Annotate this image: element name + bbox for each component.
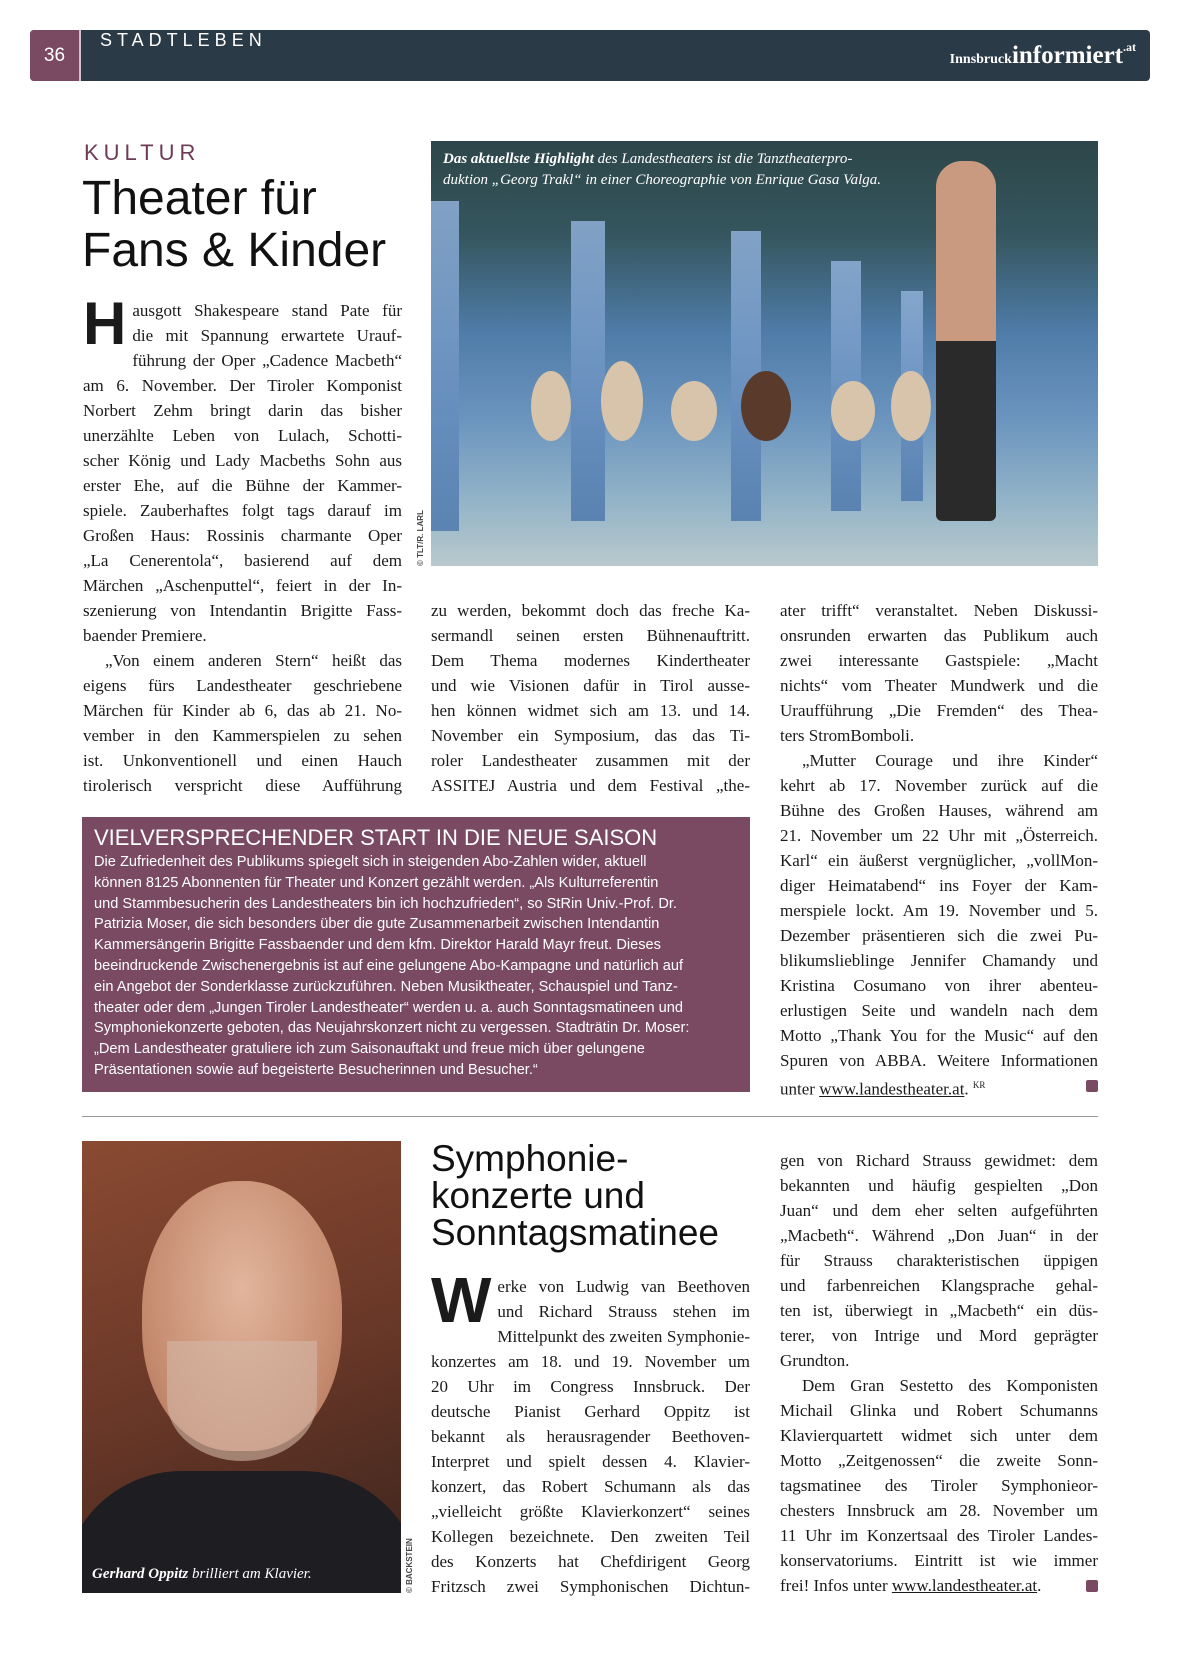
caption-bold: Gerhard Oppitz <box>92 1566 189 1582</box>
text-line: Dem Gran Sestetto des Komponisten <box>802 1376 1098 1395</box>
text-line: „Mutter Courage und ihre Kinder“ <box>802 751 1098 770</box>
text-line: terer, von Intrige und Mord geprägter <box>780 1326 1098 1345</box>
text-line: chesters Innsbruck am 28. November um <box>780 1501 1098 1520</box>
photo-caption <box>443 149 881 191</box>
text-line: blikumslieblinge Jennifer Chamandy und <box>780 951 1098 970</box>
text-line: konzert, das Robert Schumann als das <box>431 1477 750 1496</box>
text-line: ten ist, überwiegt in „Macbeth“ ein düs- <box>780 1301 1098 1320</box>
text-line: und Richard Strauss stehen im <box>497 1302 750 1321</box>
title-line: Theater für <box>82 172 317 225</box>
text-line: konzertes am 18. und 19. November um <box>431 1352 750 1371</box>
info-box-line: „Dem Landestheater gratuliere ich zum Saisonauftakt und freue mich über gelungene <box>94 1041 645 1058</box>
logo-main: informiert <box>1011 42 1123 69</box>
text-line: konservatoriums. Eintritt ist wie immer <box>780 1551 1098 1570</box>
section-title: STADTLEBEN <box>100 30 267 50</box>
text-line: szenierung von Intendantin Brigitte Fass- <box>83 601 402 620</box>
info-box-line: Die Zufriedenheit des Publikums spiegelt sich in steigenden Abo-Zahlen wider, aktuell <box>94 854 647 870</box>
text-line: 11 Uhr im Konzertsaal des Tiroler Landes- <box>780 1526 1098 1545</box>
end-square-icon <box>1086 1580 1098 1592</box>
divider <box>82 1116 1098 1117</box>
text-line: roler Landestheater zusammen mit der <box>431 751 750 770</box>
text-line: Motto „Zeitgenossen“ die zweite Sonn- <box>780 1451 1098 1470</box>
logo-suffix: .at <box>1123 40 1136 54</box>
landestheater-link[interactable]: www.landestheater.at <box>891 1576 1038 1595</box>
caption-text: duktion „Georg Trakl“ in einer Choreographie von Enrique Gasa Valga. <box>443 172 882 188</box>
title-line: Symphonie- <box>431 1138 629 1179</box>
info-box-line: Patrizia Moser, die sich besonders über die gute Zusammenarbeit zwischen Intendantin <box>94 916 660 933</box>
text-line: hen können widmet sich am 13. und 14. <box>431 701 750 720</box>
text-line: Spuren von ABBA. Weitere Informationen <box>780 1051 1098 1070</box>
article-title <box>431 1140 719 1251</box>
text-line: Grundton. <box>780 1351 850 1370</box>
photo-credit: © BACKSTEIN <box>405 1538 414 1593</box>
text-line: Norbert Zehm bringt darin das bisher <box>83 401 402 420</box>
text-line: führung der Oper „Cadence Macbeth“ <box>132 351 402 370</box>
text-line: Motto „Thank You for the Music“ auf den <box>780 1026 1098 1045</box>
text-line: ater trifft“ veranstaltet. Neben Diskussi- <box>780 601 1098 620</box>
text-line: Juan“ und dem eher selten aufgeführten <box>780 1201 1098 1220</box>
text-line: Dem Thema modernes Kindertheater <box>431 651 750 670</box>
text-line: erke von Ludwig van Beethoven <box>497 1277 750 1296</box>
text-line: 20 Uhr im Congress Innsbruck. Der <box>431 1377 750 1396</box>
text-line: vember in den Kammerspielen zu sehen <box>83 726 402 745</box>
text-line: scher König und Lady Macbeths Sohn aus <box>83 451 402 470</box>
article-end-line <box>780 1073 1098 1102</box>
info-box-line: beeindruckende Zwischenergebnis ist auf eine gelungene Abo-Kampagne und natürlich auf <box>94 957 684 974</box>
magazine-logo <box>950 40 1136 70</box>
info-box-title: VIELVERSPRECHENDER START IN DIE NEUE SAISON <box>94 825 658 850</box>
info-box <box>82 817 750 1092</box>
text-line: unerzählte Leben von Lulach, Schotti- <box>83 426 402 445</box>
page-number: 36 <box>30 30 81 81</box>
text-line: November ein Symposium, das das Ti- <box>431 726 750 745</box>
text-line: nichts“ vom Theater Mundwerk und die <box>780 676 1098 695</box>
article-end-line <box>780 1573 1098 1598</box>
gerhard-oppitz-portrait <box>82 1141 401 1593</box>
text-line: ausgott Shakespeare stand Pate für <box>132 301 402 320</box>
text-line: bekannten und häufig gespielten „Don <box>780 1176 1098 1195</box>
info-box-line: und Stammbesucherin des Landestheaters bin ich hochzufrieden“, so StRin Univ.-Prof. Dr. <box>94 895 677 912</box>
text-line: tagsmatinee des Tiroler Symphonieor- <box>780 1476 1098 1495</box>
text-line: baender Premiere. <box>83 626 207 645</box>
drop-cap: H <box>83 290 127 357</box>
text-line: diger Heimatabend“ ins Foyer der Kam- <box>780 876 1098 895</box>
text-line: „Macbeth“. Während „Don Juan“ in der <box>780 1226 1098 1245</box>
text-line: für Strauss charakteristischen üppigen <box>780 1251 1098 1270</box>
article-title <box>82 173 386 277</box>
info-box-line: theater oder dem „Jungen Tiroler Landestheater“ werden u. a. auch Sonntagsmatineen und <box>94 999 683 1016</box>
info-box-line: Kammersängerin Brigitte Fassbaender und dem kfm. Direktor Harald Mayr freut. Dieses <box>94 937 661 954</box>
text-line: kehrt ab 17. November zurück auf die <box>780 776 1098 795</box>
text-line: deutsche Pianist Gerhard Oppitz ist <box>431 1402 750 1421</box>
text-line: Interpret und spielt dessen 4. Klavier- <box>431 1452 750 1471</box>
text-line: Kollegen bezeichnete. Den zweiten Teil <box>431 1527 750 1546</box>
article1-column-3 <box>780 598 1098 1102</box>
end-text: . <box>964 1079 969 1099</box>
text-line: „La Cenerentola“, basierend auf dem <box>83 551 402 570</box>
caption-bold: Das aktuellste Highlight <box>443 151 594 167</box>
text-line: zwei interessante Gastspiele: „Macht <box>780 651 1098 670</box>
title-line: Sonntagsmatinee <box>431 1212 719 1253</box>
text-line: des Konzerts hat Chefdirigent Georg <box>431 1552 750 1571</box>
landestheater-link[interactable]: www.landestheater.at <box>819 1079 965 1099</box>
logo-prefix: Innsbruck <box>949 52 1012 67</box>
text-line: und wie Visionen dafür in Tirol ausse- <box>431 676 750 695</box>
article2-column-2 <box>431 1264 750 1599</box>
text-line: Fritzsch zwei Symphonischen Dichtun- <box>431 1577 750 1596</box>
text-line: tirolerisch verspricht diese Aufführung <box>83 776 402 795</box>
text-line: merspiele lockt. Am 19. November und 5. <box>780 901 1098 920</box>
article1-column-2 <box>431 598 750 798</box>
info-box-line: Symphoniekonzerte geboten, das Neujahrskonzert nicht zu vergessen. Stadträtin Dr. Moser: <box>94 1020 690 1037</box>
drop-cap: W <box>431 1264 492 1336</box>
article1-column-1 <box>83 290 402 798</box>
end-square-icon <box>1086 1080 1098 1092</box>
text-line: erlustigen Seite und wandeln nach dem <box>780 1001 1098 1020</box>
text-line: am 6. November. Der Tiroler Komponist <box>83 376 402 395</box>
info-box-line: können 8125 Abonnenten für Theater und Konzert gezählt werden. „Als Kulturreferentin <box>94 874 659 891</box>
text-line: ters StromBomboli. <box>780 726 915 745</box>
text-line: die mit Spannung erwartete Urauf- <box>132 326 402 345</box>
text-line: ASSITEJ Austria und dem Festival „the- <box>431 776 750 795</box>
text-line: Michail Glinka und Robert Schumanns <box>780 1401 1098 1420</box>
text-line: Bühne des Großen Hauses, während am <box>780 801 1098 820</box>
text-line: eigens fürs Landestheater geschriebene <box>83 676 402 695</box>
text-line: Märchen für Kinder ab 6, das ab 21. No- <box>83 701 402 720</box>
end-text: frei! Infos unter <box>780 1576 892 1595</box>
text-line: sermandl seinen ersten Bühnenauftritt. <box>431 626 750 645</box>
dance-theater-photo <box>431 141 1098 566</box>
text-line: 21. November um 22 Uhr mit „Österreich. <box>780 826 1098 845</box>
caption-text: brilliert am Klavier. <box>188 1566 312 1582</box>
photo-credit: © TLT/R. LARL <box>416 510 425 566</box>
text-line: Märchen „Aschenputtel“, feiert in der In- <box>83 576 402 595</box>
photo-caption <box>92 1566 312 1583</box>
article2-column-3 <box>780 1148 1098 1598</box>
caption-text: des Landestheaters ist die Tanztheaterpro- <box>593 151 853 167</box>
author-initials: KR <box>972 1080 986 1090</box>
info-box-line: Präsentationen sowie auf begeisterte Besucherinnen und Besucher.“ <box>94 1061 538 1078</box>
text-line: „vielleicht größte Klavierkonzert“ seines <box>431 1502 750 1521</box>
page-header <box>30 30 1150 81</box>
info-box-line: ein Angebot der Sonderklasse zurückzuführen. Neben Musiktheater, Schauspiel und Tanz- <box>94 978 678 995</box>
end-text: unter <box>780 1079 820 1099</box>
end-text: . <box>1037 1576 1042 1595</box>
text-line: Dezember präsentieren sich die zwei Pu- <box>780 926 1098 945</box>
text-line: bekannt als herausragender Beethoven- <box>431 1427 750 1446</box>
text-line: Uraufführung „Die Fremden“ des Thea- <box>780 701 1098 720</box>
text-line: „Von einem anderen Stern“ heißt das <box>105 651 402 670</box>
title-line: Fans & Kinder <box>82 224 387 277</box>
text-line: Großen Haus: Rossinis charmante Oper <box>83 526 402 545</box>
text-line: spiele. Zauberhaftes folgt tags darauf im <box>83 501 402 520</box>
text-line: gen von Richard Strauss gewidmet: dem <box>780 1151 1098 1170</box>
text-line: Mittelpunkt des zweiten Symphonie- <box>497 1327 750 1346</box>
article-kicker: KULTUR <box>84 140 201 165</box>
text-line: Klavierquartett widmet sich unter dem <box>780 1426 1098 1445</box>
text-line: Karl“ ein äußerst vergnüglicher, „vollMon- <box>780 851 1098 870</box>
text-line: ist. Unkonventionell und einen Hauch <box>83 751 402 770</box>
text-line: und farbenreichen Klangsprache gehal- <box>780 1276 1098 1295</box>
text-line: onsrunden erwarten das Publikum auch <box>780 626 1098 645</box>
text-line: erster Ehe, auf die Bühne der Kammer- <box>83 476 402 495</box>
text-line: zu werden, bekommt doch das freche Ka- <box>431 601 750 620</box>
text-line: Kristina Cosumano von ihrer abenteu- <box>780 976 1098 995</box>
title-line: konzerte und <box>431 1175 645 1216</box>
